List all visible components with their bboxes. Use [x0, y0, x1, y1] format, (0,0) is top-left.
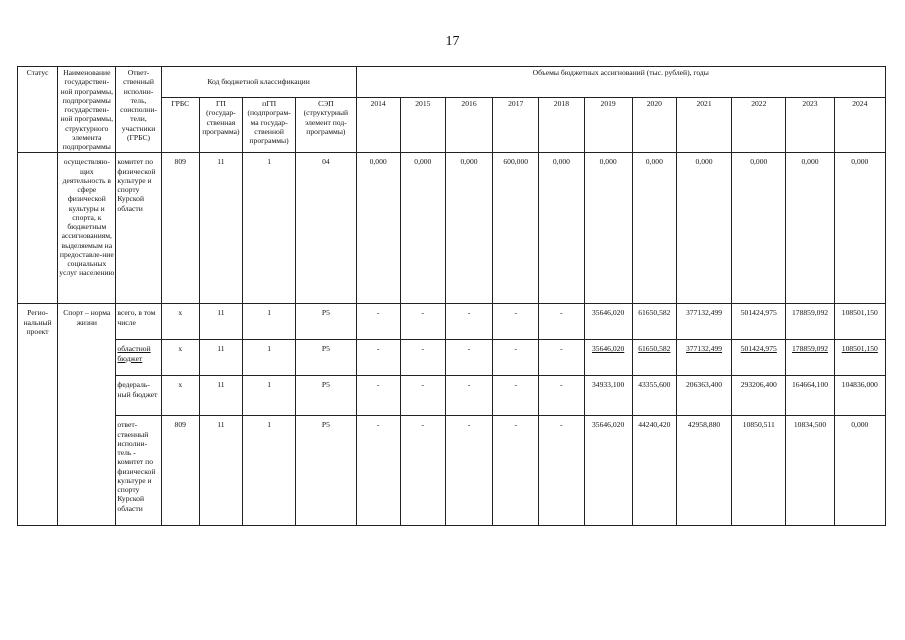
value-cell: 377132,499	[676, 304, 731, 340]
value-cell: -	[445, 340, 492, 376]
value-cell: -	[493, 304, 539, 340]
value-cell: 43355,600	[632, 376, 676, 416]
value-cell: 0,000	[445, 153, 492, 304]
name-cell: осуществляю-щих деятельность в сфере физической культуры и спорта, к бюджетным ассигнованиям, выделяемым на предоставле-ние социальных услуг населению	[58, 153, 116, 304]
value-cell: 0,000	[632, 153, 676, 304]
value-cell: -	[445, 416, 492, 526]
value-cell: 0,000	[834, 153, 885, 304]
value-cell: 377132,499	[676, 340, 731, 376]
value-cell: 61650,582	[632, 340, 676, 376]
value-cell: -	[400, 304, 445, 340]
value-cell: 35646,020	[584, 340, 632, 376]
value-cell: 61650,582	[632, 304, 676, 340]
table-row	[18, 304, 886, 340]
gp-cell: 11	[199, 340, 242, 376]
value-cell: 0,000	[356, 153, 400, 304]
value-cell: 293206,400	[732, 376, 786, 416]
header-year: 2016	[445, 98, 492, 153]
gp-cell: 11	[199, 153, 242, 304]
header-year: 2023	[786, 98, 834, 153]
value-cell: -	[539, 304, 584, 340]
header-status: Статус	[18, 67, 58, 153]
header-gp: ГП (государ-ственная программа)	[199, 98, 242, 153]
value-cell: 108501,150	[834, 340, 885, 376]
header-executor: Ответ-ственный исполни-тель, соисполни-тели, участники (ГРБС)	[116, 67, 161, 153]
header-year: 2022	[732, 98, 786, 153]
header-sep: СЭП (структурный элемент под-программы)	[296, 98, 356, 153]
value-cell: 10834,500	[786, 416, 834, 526]
grbs-cell: 809	[161, 153, 199, 304]
value-cell: 42958,880	[676, 416, 731, 526]
executor-cell: федераль-ный бюджет	[116, 376, 161, 416]
name-cell: Спорт – норма жизни	[58, 304, 116, 526]
value-cell: -	[356, 340, 400, 376]
value-cell: 0,000	[732, 153, 786, 304]
header-name: Наименование государствен-ной программы, подпрограммы государствен-ной программы, структурного элемента подпрограммы	[58, 67, 116, 153]
value-cell: 0,000	[400, 153, 445, 304]
grbs-cell: х	[161, 340, 199, 376]
executor-cell: ответ-ственный исполни-тель - комитет по физической культуре и спорту Курской области	[116, 416, 161, 526]
executor-cell: комитет по физической культуре и спорту Курской области	[116, 153, 161, 304]
value-cell: -	[400, 340, 445, 376]
header-year: 2021	[676, 98, 731, 153]
value-cell: 35646,020	[584, 304, 632, 340]
header-budget-code: Код бюджетной классификации	[161, 67, 356, 98]
header-year: 2018	[539, 98, 584, 153]
header-year: 2019	[584, 98, 632, 153]
pgp-cell: 1	[242, 416, 295, 526]
value-cell: 44240,420	[632, 416, 676, 526]
status-cell	[18, 153, 58, 304]
header-year: 2014	[356, 98, 400, 153]
grbs-cell: х	[161, 376, 199, 416]
value-cell: 0,000	[786, 153, 834, 304]
value-cell: 206363,400	[676, 376, 731, 416]
pgp-cell: 1	[242, 376, 295, 416]
header-volumes: Объемы бюджетных ассигнований (тыс. рублей), годы	[356, 67, 885, 98]
value-cell: 108501,150	[834, 304, 885, 340]
value-cell: 501424,975	[732, 304, 786, 340]
value-cell: -	[356, 416, 400, 526]
gp-cell: 11	[199, 304, 242, 340]
header-year: 2024	[834, 98, 885, 153]
value-cell: -	[400, 376, 445, 416]
value-cell: 0,000	[834, 416, 885, 526]
sep-cell: Р5	[296, 416, 356, 526]
status-cell: Регио-нальный проект	[18, 304, 58, 526]
table-row	[18, 416, 886, 526]
pgp-cell: 1	[242, 340, 295, 376]
header-year: 2015	[400, 98, 445, 153]
table-row	[18, 340, 886, 376]
value-cell: 104836,000	[834, 376, 885, 416]
value-cell: -	[493, 340, 539, 376]
header-grbs: ГРБС	[161, 98, 199, 153]
value-cell: 0,000	[539, 153, 584, 304]
table-row	[18, 376, 886, 416]
value-cell: 0,000	[676, 153, 731, 304]
table-row	[18, 153, 886, 304]
value-cell: -	[356, 304, 400, 340]
value-cell: 178859,092	[786, 304, 834, 340]
header-year: 2017	[493, 98, 539, 153]
value-cell: 0,000	[584, 153, 632, 304]
sep-cell: 04	[296, 153, 356, 304]
header-year: 2020	[632, 98, 676, 153]
header-row-1	[18, 67, 886, 98]
value-cell: -	[445, 376, 492, 416]
value-cell: -	[539, 340, 584, 376]
budget-allocation-table	[17, 66, 886, 526]
value-cell: -	[539, 376, 584, 416]
value-cell: 35646,020	[584, 416, 632, 526]
pgp-cell: 1	[242, 153, 295, 304]
sep-cell: Р5	[296, 340, 356, 376]
value-cell: -	[400, 416, 445, 526]
pgp-cell: 1	[242, 304, 295, 340]
gp-cell: 11	[199, 376, 242, 416]
sep-cell: Р5	[296, 304, 356, 340]
value-cell: 178859,092	[786, 340, 834, 376]
value-cell: 10850,511	[732, 416, 786, 526]
value-cell: -	[445, 304, 492, 340]
page-number: 17	[445, 34, 460, 49]
value-cell: -	[493, 416, 539, 526]
value-cell: -	[356, 376, 400, 416]
executor-cell: областной бюджет	[116, 340, 161, 376]
header-pgp: пГП (подпрограм-ма государ-ственной программы)	[242, 98, 295, 153]
value-cell: 34933,100	[584, 376, 632, 416]
value-cell: 501424,975	[732, 340, 786, 376]
value-cell: 600,000	[493, 153, 539, 304]
executor-cell: всего, в том числе	[116, 304, 161, 340]
value-cell: -	[539, 416, 584, 526]
value-cell: -	[493, 376, 539, 416]
sep-cell: Р5	[296, 376, 356, 416]
grbs-cell: х	[161, 304, 199, 340]
grbs-cell: 809	[161, 416, 199, 526]
gp-cell: 11	[199, 416, 242, 526]
value-cell: 164664,100	[786, 376, 834, 416]
